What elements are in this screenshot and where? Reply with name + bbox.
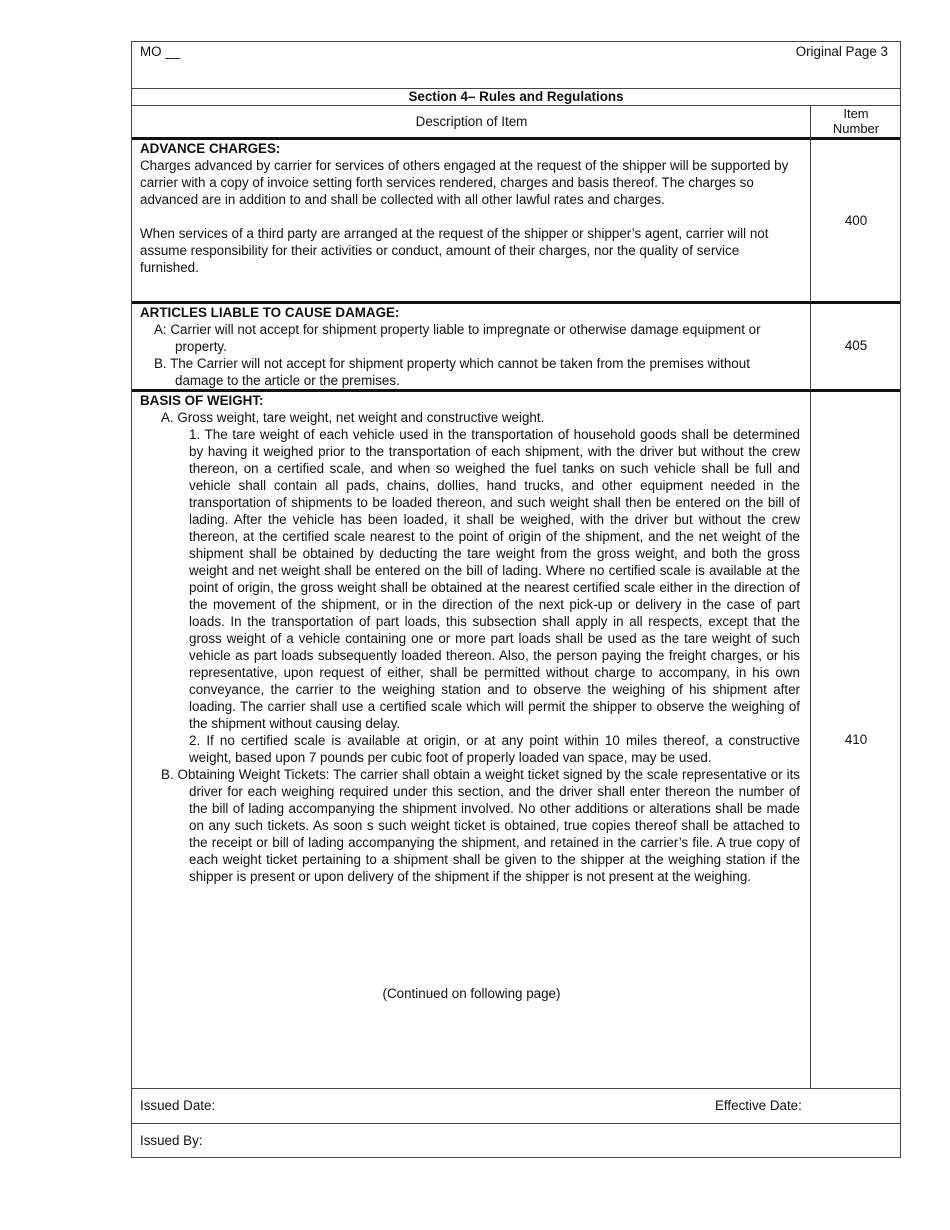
issued-by-label: Issued By: [140,1133,203,1148]
tariff-page-frame [131,41,901,1158]
footer-divider [132,1088,900,1089]
effective-date-label: Effective Date: [715,1098,802,1113]
page-label: Original Page 3 [795,44,888,59]
item-basis-of-weight [140,392,800,885]
item-title: ADVANCE CHARGES: [140,141,281,156]
item-clause-b: B. Obtaining Weight Tickets: The carrier shall obtain a weight ticket signed by the scale representative or its driver for each weighing required under this section, and the driver shall enter thereon the number of the bill of lading accompanying the shipment involved. No other additions or alterations shall be made on any such tickets. As soon s such weight ticket is obtained, true copies thereof shall be attached to the receipt or bill of lading accompanying the shipment, and retained in the carrier’s file. A true copy of each weight ticket pertaining to a shipment shall be given to the shipper at the weighing station if the shipper is present or upon delivery of the shipment if the shipper is not present at the weighing. [161,767,800,884]
col-header-item-number [811,106,901,136]
item-number: 400 [844,213,868,228]
item-advance-charges [140,140,800,276]
item-paragraph: Charges advanced by carrier for services of others engaged at the request of the shipper will be supported by carrier with a copy of invoice setting forth services rendered, charges and basis thereof. The charges so advanced are in addition to and shall be collected with all other lawful rates and charges. [140,158,789,207]
item-title: BASIS OF WEIGHT: [140,393,264,408]
continued-note: (Continued on following page) [382,986,561,1001]
col-header-description: Description of Item [415,114,528,129]
footer-divider [132,1123,900,1124]
item-articles-liable [140,304,800,389]
item-clause-a: A. Gross weight, tare weight, net weight and constructive weight. [161,410,545,425]
item-title: ARTICLES LIABLE TO CAUSE DAMAGE: [140,305,400,320]
col-header-item-number-line2: Number [832,121,880,136]
issued-date-label: Issued Date: [140,1098,216,1113]
item-number: 405 [844,338,868,353]
item-subclause-1: 1. The tare weight of each vehicle used in the transportation of household goods shall be determined by having it weighed prior to the transportation of each shipment, with the driver but without the crew thereon, on a certified scale, and when so weighed the fuel tanks on such vehicle shall be full and vehicle shall contain all pads, chains, dollies, hand trucks, and other equipment needed in the transportation of shipments to be loaded thereon, and such weight shall then be entered on the bill of lading. After the vehicle has been loaded, it shall be weighed, with the driver but without the crew thereon, at the certified scale nearest to the point of origin of the shipment, and the net weight of the shipment shall be obtained by deducting the tare weight from the gross weight, and both the gross weight and net weight shall be entered on the bill of lading. Where no certified scale is available at the point of origin, the gross weight shall be obtained at the nearest certified scale either in the direction of the movement of the shipment, or in the direction of the next pick-up or delivery in the case of part loads. In the transportation of part loads, this subsection shall apply in all respects, except that the gross weight of a vehicle containing one or more part loads shall be used as the tare weight of such vehicle as part loads subsequently loaded thereon. Also, the person paying the freight charges, or his representative, upon request of either, shall be permitted without charge to accompany, in his own conveyance, the carrier to the weighing station and to observe the weighing of his shipment after loading. The carrier shall use a certified scale which will permit the shipper to observe the weighing of the shipment without causing delay. [189,427,800,731]
col-header-item-number-line1: Item [843,106,869,121]
item-paragraph: When services of a third party are arranged at the request of the shipper or shipper’s agent, carrier will not assume responsibility for their activities or conduct, amount of their charges, nor the quality of service furnished. [140,226,769,275]
section-title: Section 4– Rules and Regulations [408,89,624,104]
item-clause-b: B. The Carrier will not accept for shipment property which cannot be taken from the premises without damage to the article or the premises. [154,356,750,388]
item-number: 410 [844,732,868,747]
item-clause-a: A: Carrier will not accept for shipment property liable to impregnate or otherwise damage equipment or property. [154,322,761,354]
item-subclause-2: 2. If no certified scale is available at origin, or at any point within 10 miles thereof, a constructive weight, based upon 7 pounds per cubic foot of properly loaded van space, may be used. [189,733,800,765]
mo-label: MO __ [140,44,181,59]
divider [132,105,900,106]
column-separator [810,105,811,1089]
